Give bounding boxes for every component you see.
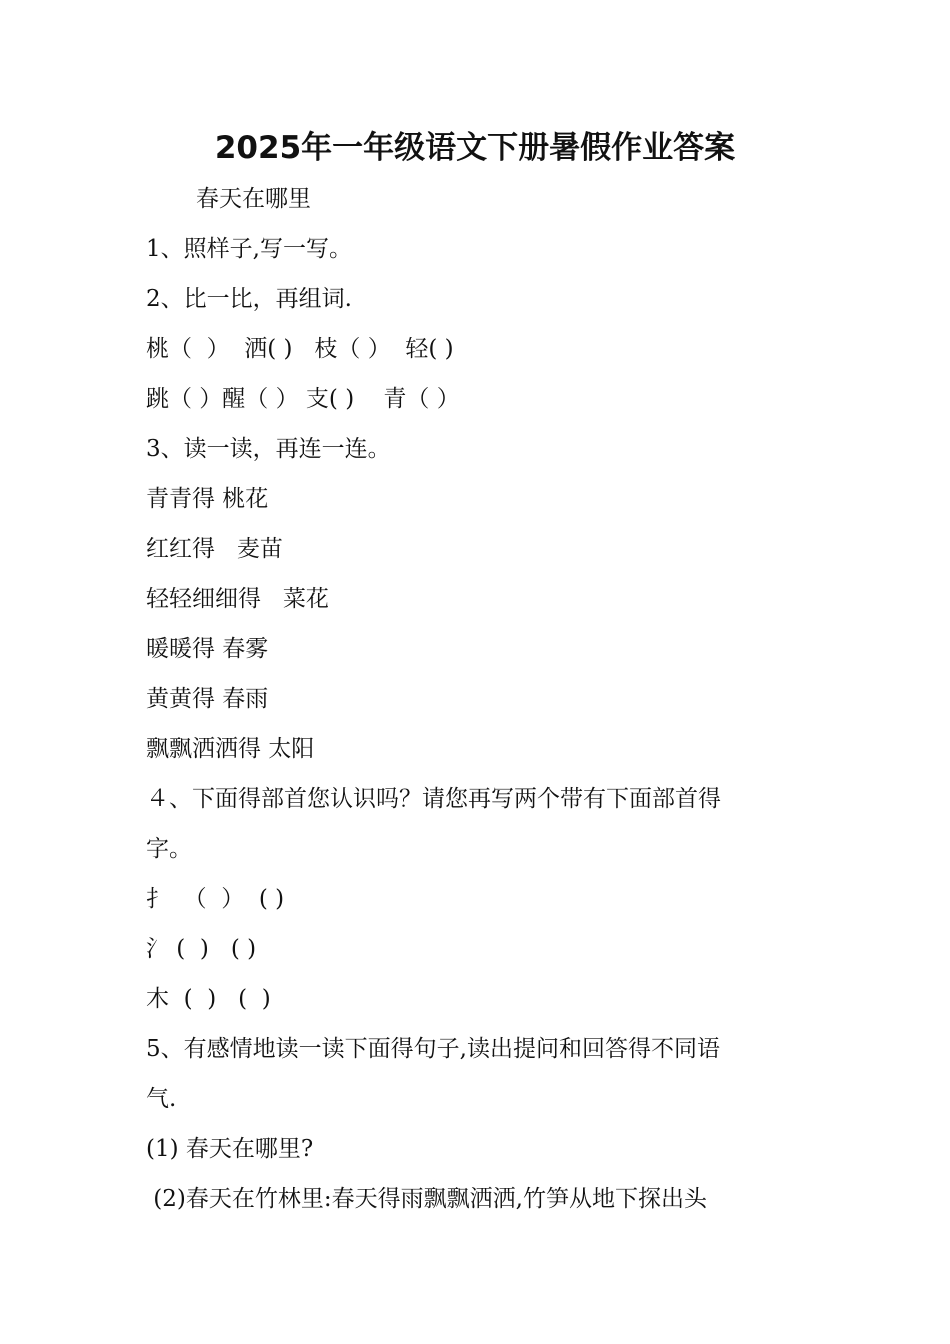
question-5-heading-cont: 气.	[146, 1086, 177, 1112]
word-pair-row-2: 跳（ ）醒（ ） 支( ) 青（ ）	[146, 386, 460, 412]
match-line-1: 青青得 桃花	[146, 486, 269, 512]
word-pair-row-1: 桃（ ） 洒( ) 枝（ ） 轻( )	[146, 336, 454, 362]
lesson-title: 春天在哪里	[196, 186, 311, 212]
match-line-5: 黄黄得 春雨	[146, 686, 269, 712]
question-5-heading: 5、有感情地读一读下面得句子,读出提问和回答得不同语	[146, 1036, 720, 1062]
match-line-6: 飘飘洒洒得 太阳	[146, 736, 315, 762]
sentence-1: (1) 春天在哪里?	[146, 1136, 314, 1162]
radical-row-3: 木 ( ) ( )	[146, 986, 271, 1012]
radical-row-2: 氵 ( ) ( )	[146, 936, 257, 962]
page-title: 2025年一年级语文下册暑假作业答案	[214, 130, 736, 166]
question-1-heading: 1、照样子,写一写。	[146, 236, 352, 262]
match-line-2: 红红得 麦苗	[146, 536, 283, 562]
radical-row-1: 扌 （ ） ( )	[146, 886, 285, 912]
question-4-heading-cont: 字。	[146, 836, 192, 862]
question-3-heading: 3、读一读，再连一连。	[146, 436, 391, 462]
match-line-4: 暖暖得 春雾	[146, 636, 269, 662]
match-line-3: 轻轻细细得 菜花	[146, 586, 329, 612]
question-4-heading: ４、下面得部首您认识吗？请您再写两个带有下面部首得	[146, 786, 721, 812]
sentence-2: (2)春天在竹林里:春天得雨飘飘洒洒,竹笋从地下探出头	[146, 1186, 707, 1212]
question-2-heading: 2、比一比，再组词.	[146, 286, 352, 312]
